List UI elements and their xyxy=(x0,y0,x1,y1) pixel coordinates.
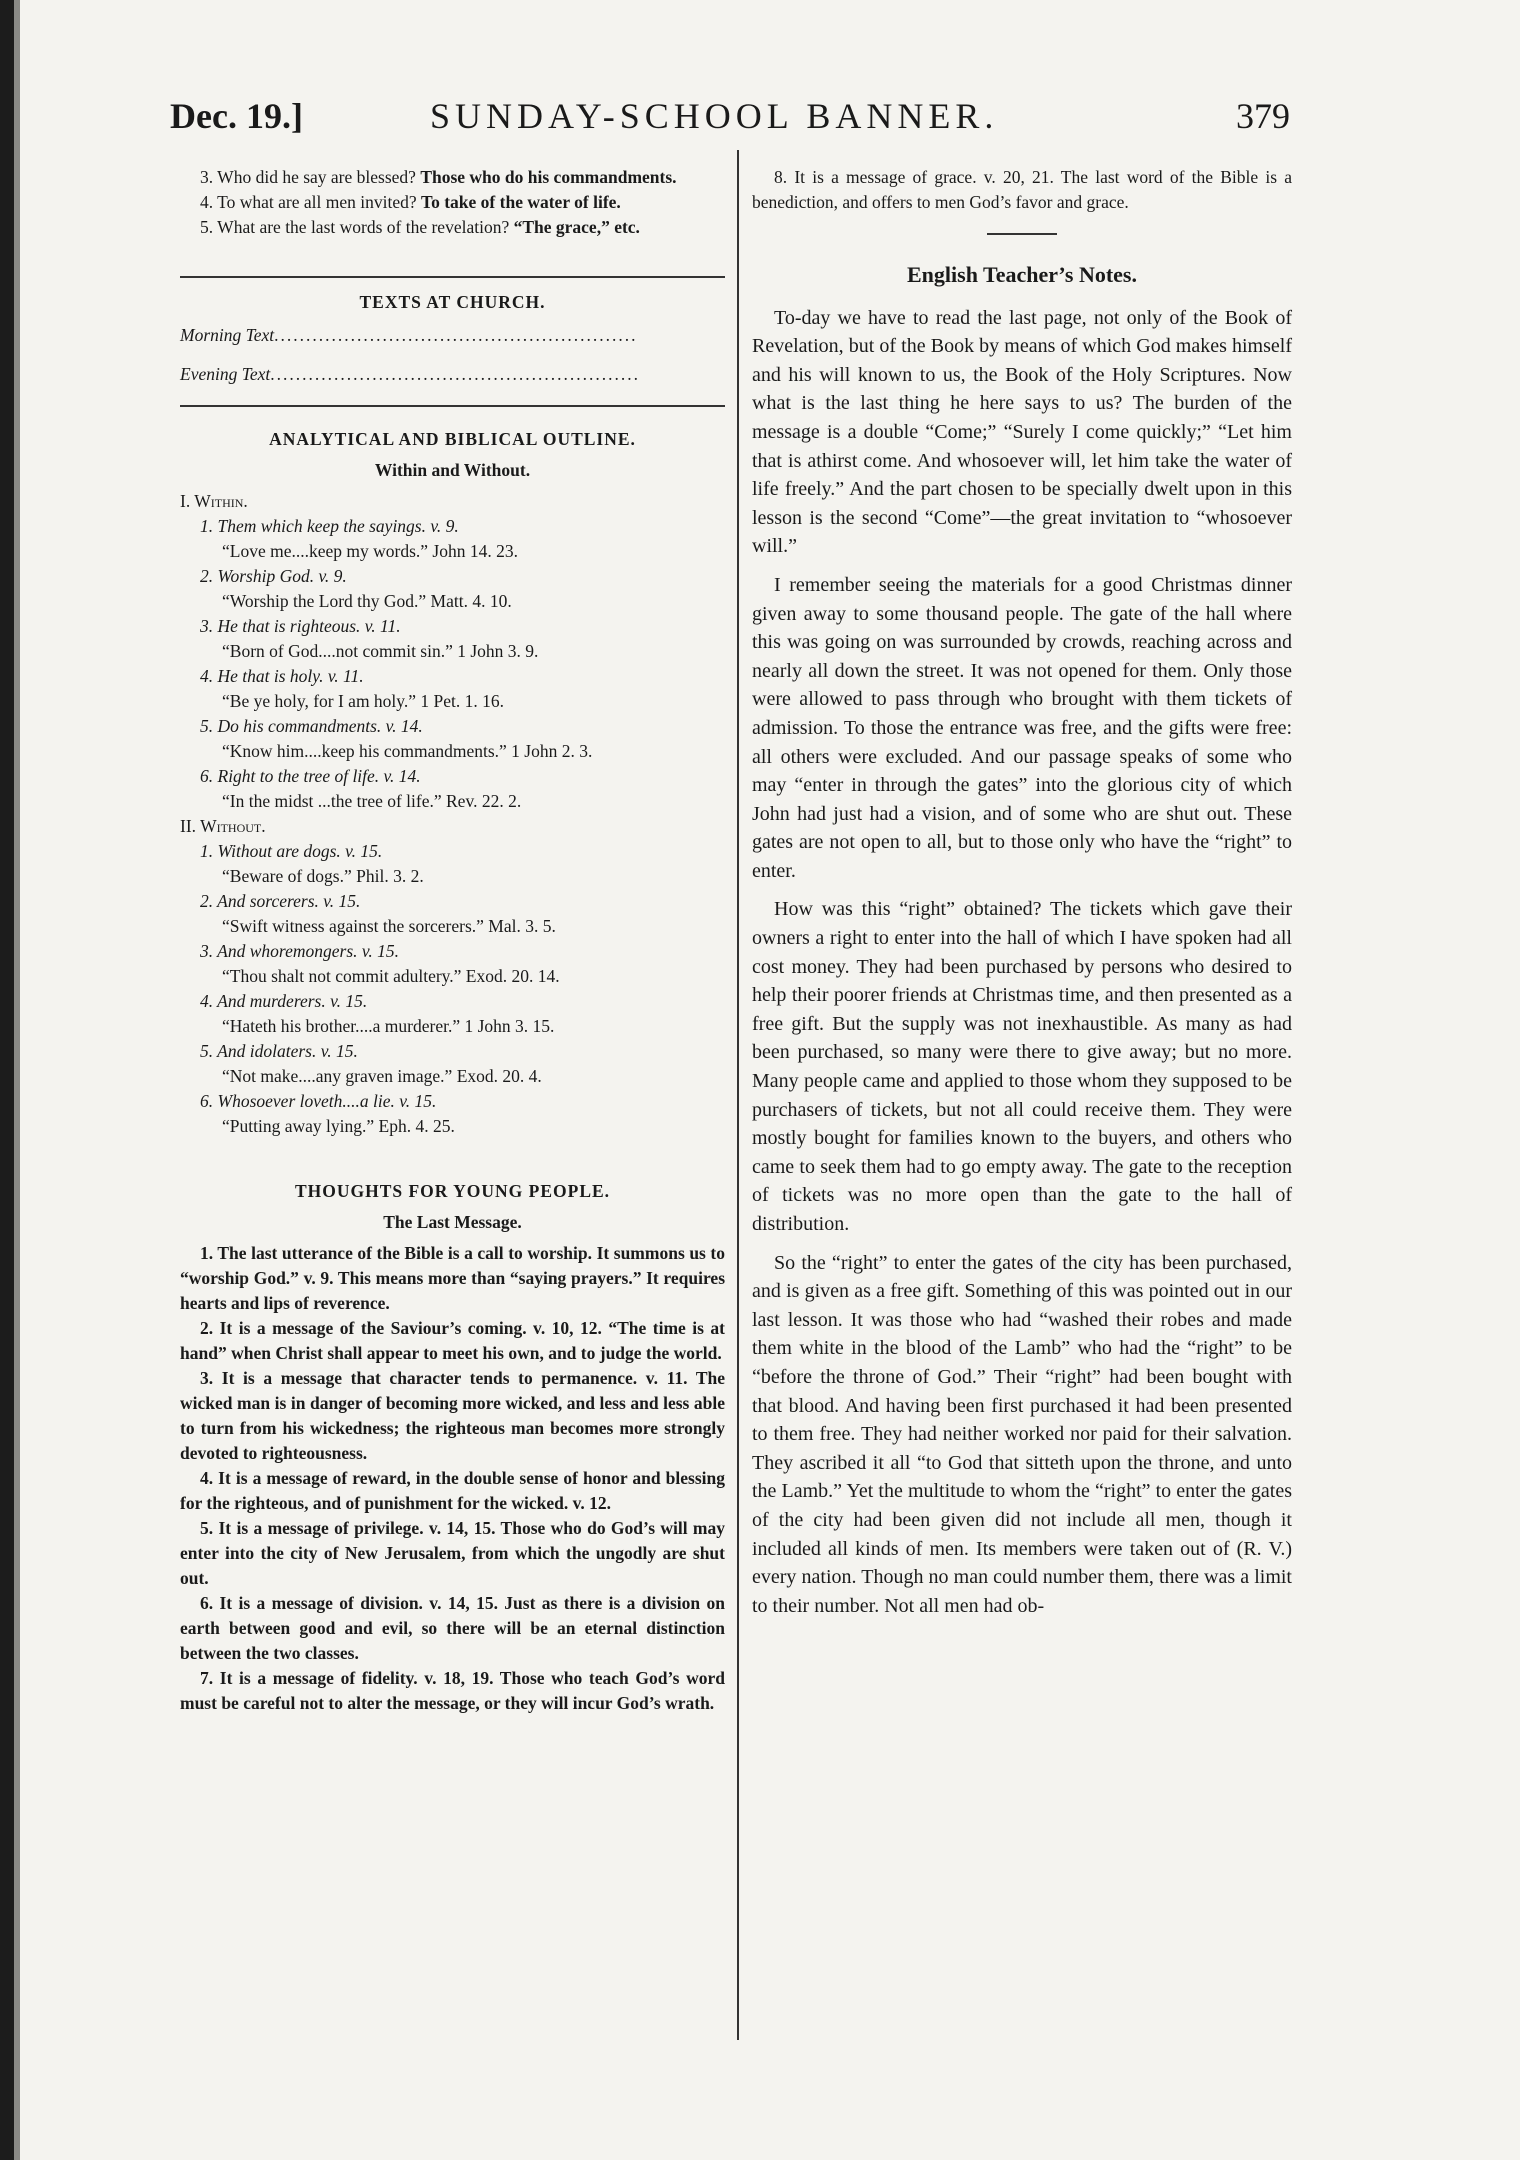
thought-item: 6. It is a message of division. v. 14, 15. Just as there is a division on earth between good and evil, so there will be an eternal distinction between the two classes. xyxy=(180,1593,725,1663)
outline-ref: “In the midst ...the tree of life.” Rev. 22. 2. xyxy=(222,791,522,811)
outline-item: 4. He that is holy. v. 11. xyxy=(200,666,364,686)
texts-heading: TEXTS AT CHURCH. xyxy=(359,292,546,312)
qa-item xyxy=(180,165,725,190)
outline-item: 5. Do his commandments. v. 14. xyxy=(200,716,423,736)
thoughts-subheading: The Last Message. xyxy=(383,1212,522,1232)
outline-item: 3. He that is righteous. v. 11. xyxy=(200,616,401,636)
thought-item: 7. It is a message of fidelity. v. 18, 19. Those who teach God’s word must be careful not to alter the message, or they will incur God’s wrath. xyxy=(180,1668,725,1713)
outline-item: 6. Whosoever loveth....a lie. v. 15. xyxy=(200,1091,437,1111)
page-number: 379 xyxy=(1236,96,1290,136)
outline-ref: “Hateth his brother....a murderer.” 1 John 3. 15. xyxy=(222,1016,555,1036)
evening-text-line xyxy=(180,362,725,387)
outline-ref: “Know him....keep his commandments.” 1 John 2. 3. xyxy=(222,741,593,761)
thought-item-8: 8. It is a message of grace. v. 20, 21. The last word of the Bible is a benediction, and offers to men God’s favor and grace. xyxy=(752,167,1292,212)
thought-item: 3. It is a message that character tends to permanence. v. 11. The wicked man is in danger of becoming more wicked, and less and less able to turn from his wickedness; the righteous man becomes more strongly devoted to righteousness. xyxy=(180,1368,725,1463)
outline-item: 1. Without are dogs. v. 15. xyxy=(200,841,383,861)
dot-leader: ......................................................... xyxy=(274,325,638,345)
outline-ref: “Not make....any graven image.” Exod. 20. 4. xyxy=(222,1066,542,1086)
outline-item: 3. And whoremongers. v. 15. xyxy=(200,941,399,961)
header-title: SUNDAY-SCHOOL BANNER. xyxy=(430,96,999,136)
morning-text-line xyxy=(180,323,725,348)
thought-item: 4. It is a message of reward, in the double sense of honor and blessing for the righteous, and of punishment for the wicked. v. 12. xyxy=(180,1468,725,1513)
qa-item xyxy=(180,215,725,240)
thought-item: 5. It is a message of privilege. v. 14, 15. Those who do God’s will may enter into the city of New Jerusalem, from which the ungodly are shut out. xyxy=(180,1518,725,1588)
thoughts-heading: THOUGHTS FOR YOUNG PEOPLE. xyxy=(294,1181,611,1201)
notes-paragraph: I remember seeing the materials for a good Christmas dinner given away to some thousand people. The gate of the hall where this was going on was surrounded by crowds, reaching across and nearly all down the street. It was not opened for them. Only those were allowed to pass through who brought with them tickets of admission. To those the entrance was free, and the gifts were free: all others were excluded. And our passage speaks of some who may “enter in through the gates” into the glorious city of which John had just had a vision, and of some who are shut out. These gates are not open to all, but to those only who have the “right” to enter. xyxy=(752,573,1292,882)
thoughts-list xyxy=(180,1241,725,1716)
outline-item: 6. Right to the tree of life. v. 14. xyxy=(200,766,421,786)
qa-question: 5. What are the last words of the revelation? xyxy=(200,217,510,237)
notes-paragraph: So the “right” to enter the gates of the city has been purchased, and is given as a free gift. Something of this was pointed out in our last lesson. It was those who had “washed their robes and made them white in the blood of the Lamb” who had the “right” to be “before the throne of God.” Their “right” had been bought with that blood. And having been first purchased it had been presented to them free. They had neither worked nor paid for their salvation. They ascribed it all “to God that sitteth upon the throne, and unto the Lamb.” Yet the multitude to whom the “right” to enter the gates of the city had been given did not include all men, though it included all kinds of men. Its members were taken out of (R. V.) every nation. Though no man could number them, there was a limit to their number. Not all men had ob- xyxy=(752,1251,1292,1617)
outline-item: 2. And sorcerers. v. 15. xyxy=(200,891,361,911)
outline-ref: “Beware of dogs.” Phil. 3. 2. xyxy=(222,866,424,886)
outline-heading: ANALYTICAL AND BIBLICAL OUTLINE. xyxy=(269,429,636,449)
without-label: II. Without. xyxy=(180,816,266,836)
page xyxy=(160,80,1300,2040)
outline-subheading: Within and Without. xyxy=(374,460,531,480)
outline-ref: “Putting away lying.” Eph. 4. 25. xyxy=(222,1116,455,1136)
section-rule xyxy=(180,276,725,278)
within-label: I. Within. xyxy=(180,491,248,511)
running-header xyxy=(170,95,1290,145)
notes-heading: English Teacher’s Notes. xyxy=(907,262,1137,287)
qa-answer: “The grace,” etc. xyxy=(513,217,640,237)
outline-ref: “Be ye holy, for I am holy.” 1 Pet. 1. 16. xyxy=(222,691,505,711)
column-rule xyxy=(737,150,739,2040)
outline-ref: “Born of God....not commit sin.” 1 John 3. 9. xyxy=(222,641,539,661)
section-rule xyxy=(180,405,725,407)
thought-item: 1. The last utterance of the Bible is a call to worship. It summons us to “worship God.” v. 9. This means more than “saying prayers.” It requires hearts and lips of reverence. xyxy=(180,1243,725,1313)
right-column xyxy=(752,165,1292,1630)
notes-paragraph: To-day we have to read the last page, not only of the Book of Revelation, but of the Book by means of which God makes himself and his will known to us, the Book of the Holy Scriptures. Now what is the last thing he here says to us? The burden of the message is a double “Come;” “Surely I come quickly;” “Let him that is athirst come. And whosoever will, let him take the water of life freely.” And the part chosen to be specially dwelt upon in this lesson is the second “Come”—the great invitation to “whosoever will.” xyxy=(752,306,1292,558)
left-column xyxy=(180,165,725,1716)
qa-question: 3. Who did he say are blessed? xyxy=(200,167,416,187)
dot-leader: .......................................................... xyxy=(270,364,640,384)
scan-edge xyxy=(0,0,14,2160)
without-list xyxy=(180,839,725,1139)
qa-question: 4. To what are all men invited? xyxy=(200,192,417,212)
notes-paragraph: How was this “right” obtained? The tickets which gave their owners a right to enter into the hall of which I have spoken had all cost money. They had been purchased by persons who desired to help their poorer friends at Christmas time, and then presented as a free gift. But the supply was not inexhaustible. As many as had been purchased, so many were there to give away; but no more. Many people came and applied to those whom they supposed to be purchasers of tickets, but not all could receive them. They were mostly bought for families known to the buyers, and others who came to seek them had to go empty away. The gate to the reception of tickets was no more open than the gate to the hall of distribution. xyxy=(752,898,1292,1235)
morning-text-label: Morning Text xyxy=(180,325,275,345)
short-rule xyxy=(987,233,1057,235)
outline-ref: “Swift witness against the sorcerers.” Mal. 3. 5. xyxy=(222,916,556,936)
evening-text-label: Evening Text xyxy=(180,364,271,384)
scan-edge-shadow xyxy=(14,0,20,2160)
outline-item: 1. Them which keep the sayings. v. 9. xyxy=(200,516,459,536)
within-list xyxy=(180,514,725,814)
outline-ref: “Worship the Lord thy God.” Matt. 4. 10. xyxy=(222,591,512,611)
thought-item: 2. It is a message of the Saviour’s coming. v. 10, 12. “The time is at hand” when Christ shall appear to meet his own, and to judge the world. xyxy=(180,1318,725,1363)
qa-answer: To take of the water of life. xyxy=(421,192,621,212)
outline-ref: “Thou shalt not commit adultery.” Exod. 20. 14. xyxy=(222,966,560,986)
qa-item xyxy=(180,190,725,215)
outline-item: 4. And murderers. v. 15. xyxy=(200,991,368,1011)
outline-item: 5. And idolaters. v. 15. xyxy=(200,1041,358,1061)
qa-answer: Those who do his commandments. xyxy=(420,167,677,187)
outline-ref: “Love me....keep my words.” John 14. 23. xyxy=(222,541,518,561)
header-date: Dec. 19.] xyxy=(170,96,303,136)
outline-item: 2. Worship God. v. 9. xyxy=(200,566,347,586)
